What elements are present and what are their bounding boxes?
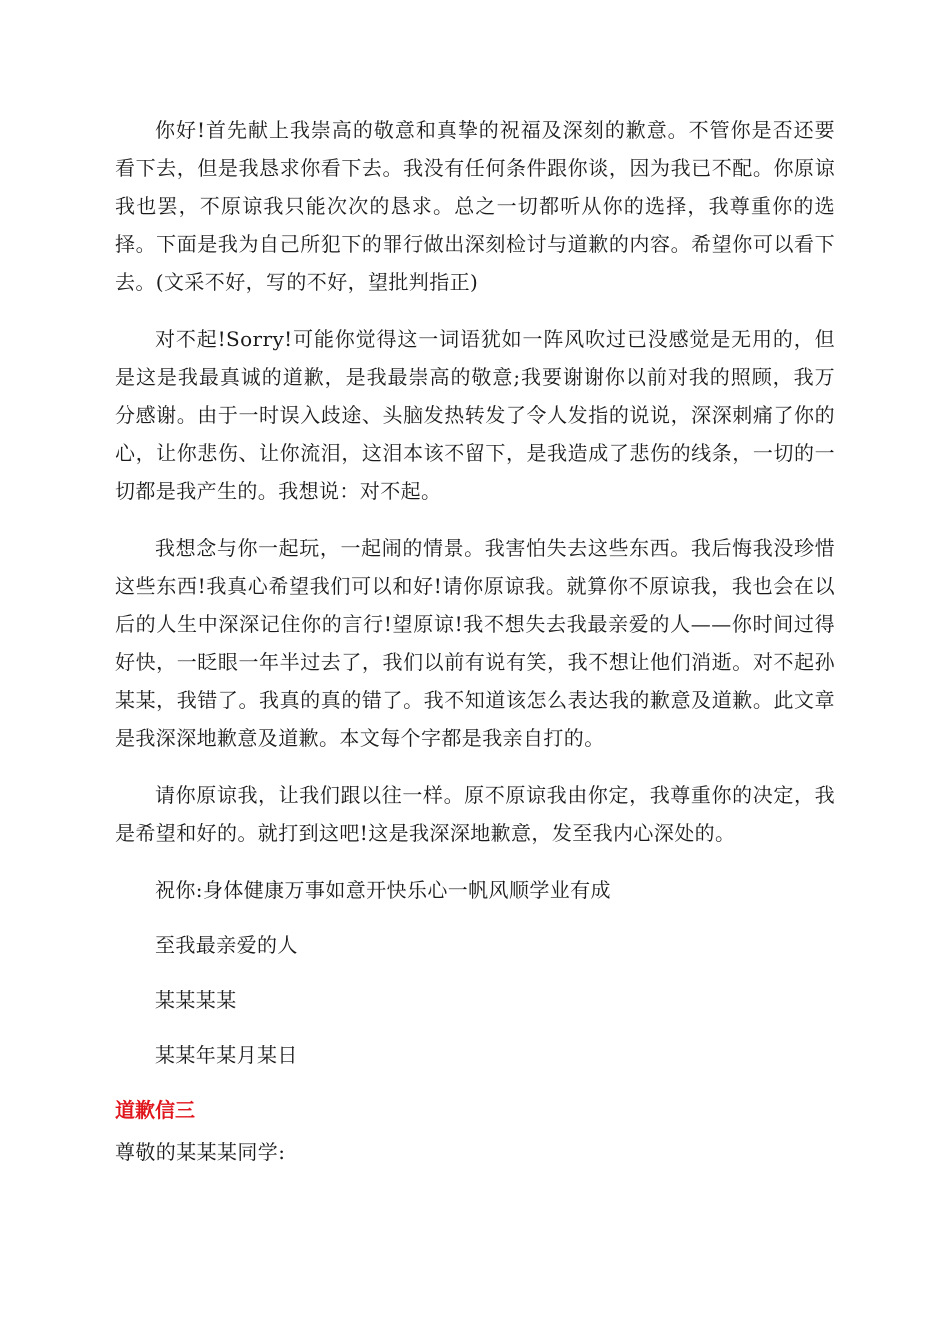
body-paragraph: 请你原谅我，让我们跟以往一样。原不原谅我由你定，我尊重你的决定，我是希望和好的。就打到这吧!这是我深深地歉意，发至我内心深处的。	[115, 783, 835, 845]
body-paragraph: 你好!首先献上我崇高的敬意和真挚的祝福及深刻的歉意。不管你是否还要看下去，但是我恳求你看下去。我没有任何条件跟你谈，因为我已不配。你原谅我也罢，不原谅我只能次次的恳求。总之一切都听从你的选择，我尊重你的选择。下面是我为自己所犯下的罪行做出深刻检讨与道歉的内容。希望你可以看下去。(文采不好，写的不好，望批判指正)	[115, 118, 835, 294]
document-page	[115, 111, 835, 1171]
closing-date: 某某年某月某日	[155, 1043, 298, 1067]
body-paragraph: 我想念与你一起玩，一起闹的情景。我害怕失去这些东西。我后悔我没珍惜这些东西!我真心希望我们可以和好!请你原谅我。就算你不原谅我，我也会在以后的人生中深深记住你的言行!望原谅!我不想失去我最亲爱的人——你时间过得好快，一眨眼一年半过去了，我们以前有说有笑，我不想让他们消逝。对不起孙某某，我错了。我真的真的错了。我不知道该怎么表达我的歉意及道歉。此文章是我深深地歉意及道歉。本文每个字都是我亲自打的。	[115, 536, 835, 750]
closing-signature: 某某某某	[155, 988, 237, 1012]
closing-recipient: 至我最亲爱的人	[155, 933, 298, 957]
body-paragraph: 对不起!Sorry!可能你觉得这一词语犹如一阵风吹过已没感觉是无用的，但是这是我最真诚的道歉，是我最崇高的敬意;我要谢谢你以前对我的照顾，我万分感谢。由于一时误入歧途、头脑发热转发了令人发指的说说，深深刺痛了你的心，让你悲伤、让你流泪，这泪本该不留下，是我造成了悲伤的线条，一切的一切都是我产生的。我想说：对不起。	[115, 327, 835, 503]
letter-salutation: 尊敬的某某某同学:	[115, 1140, 286, 1164]
section-heading: 道歉信三	[115, 1098, 195, 1122]
closing-wish: 祝你:身体健康万事如意开快乐心一帆风顺学业有成	[155, 878, 611, 902]
